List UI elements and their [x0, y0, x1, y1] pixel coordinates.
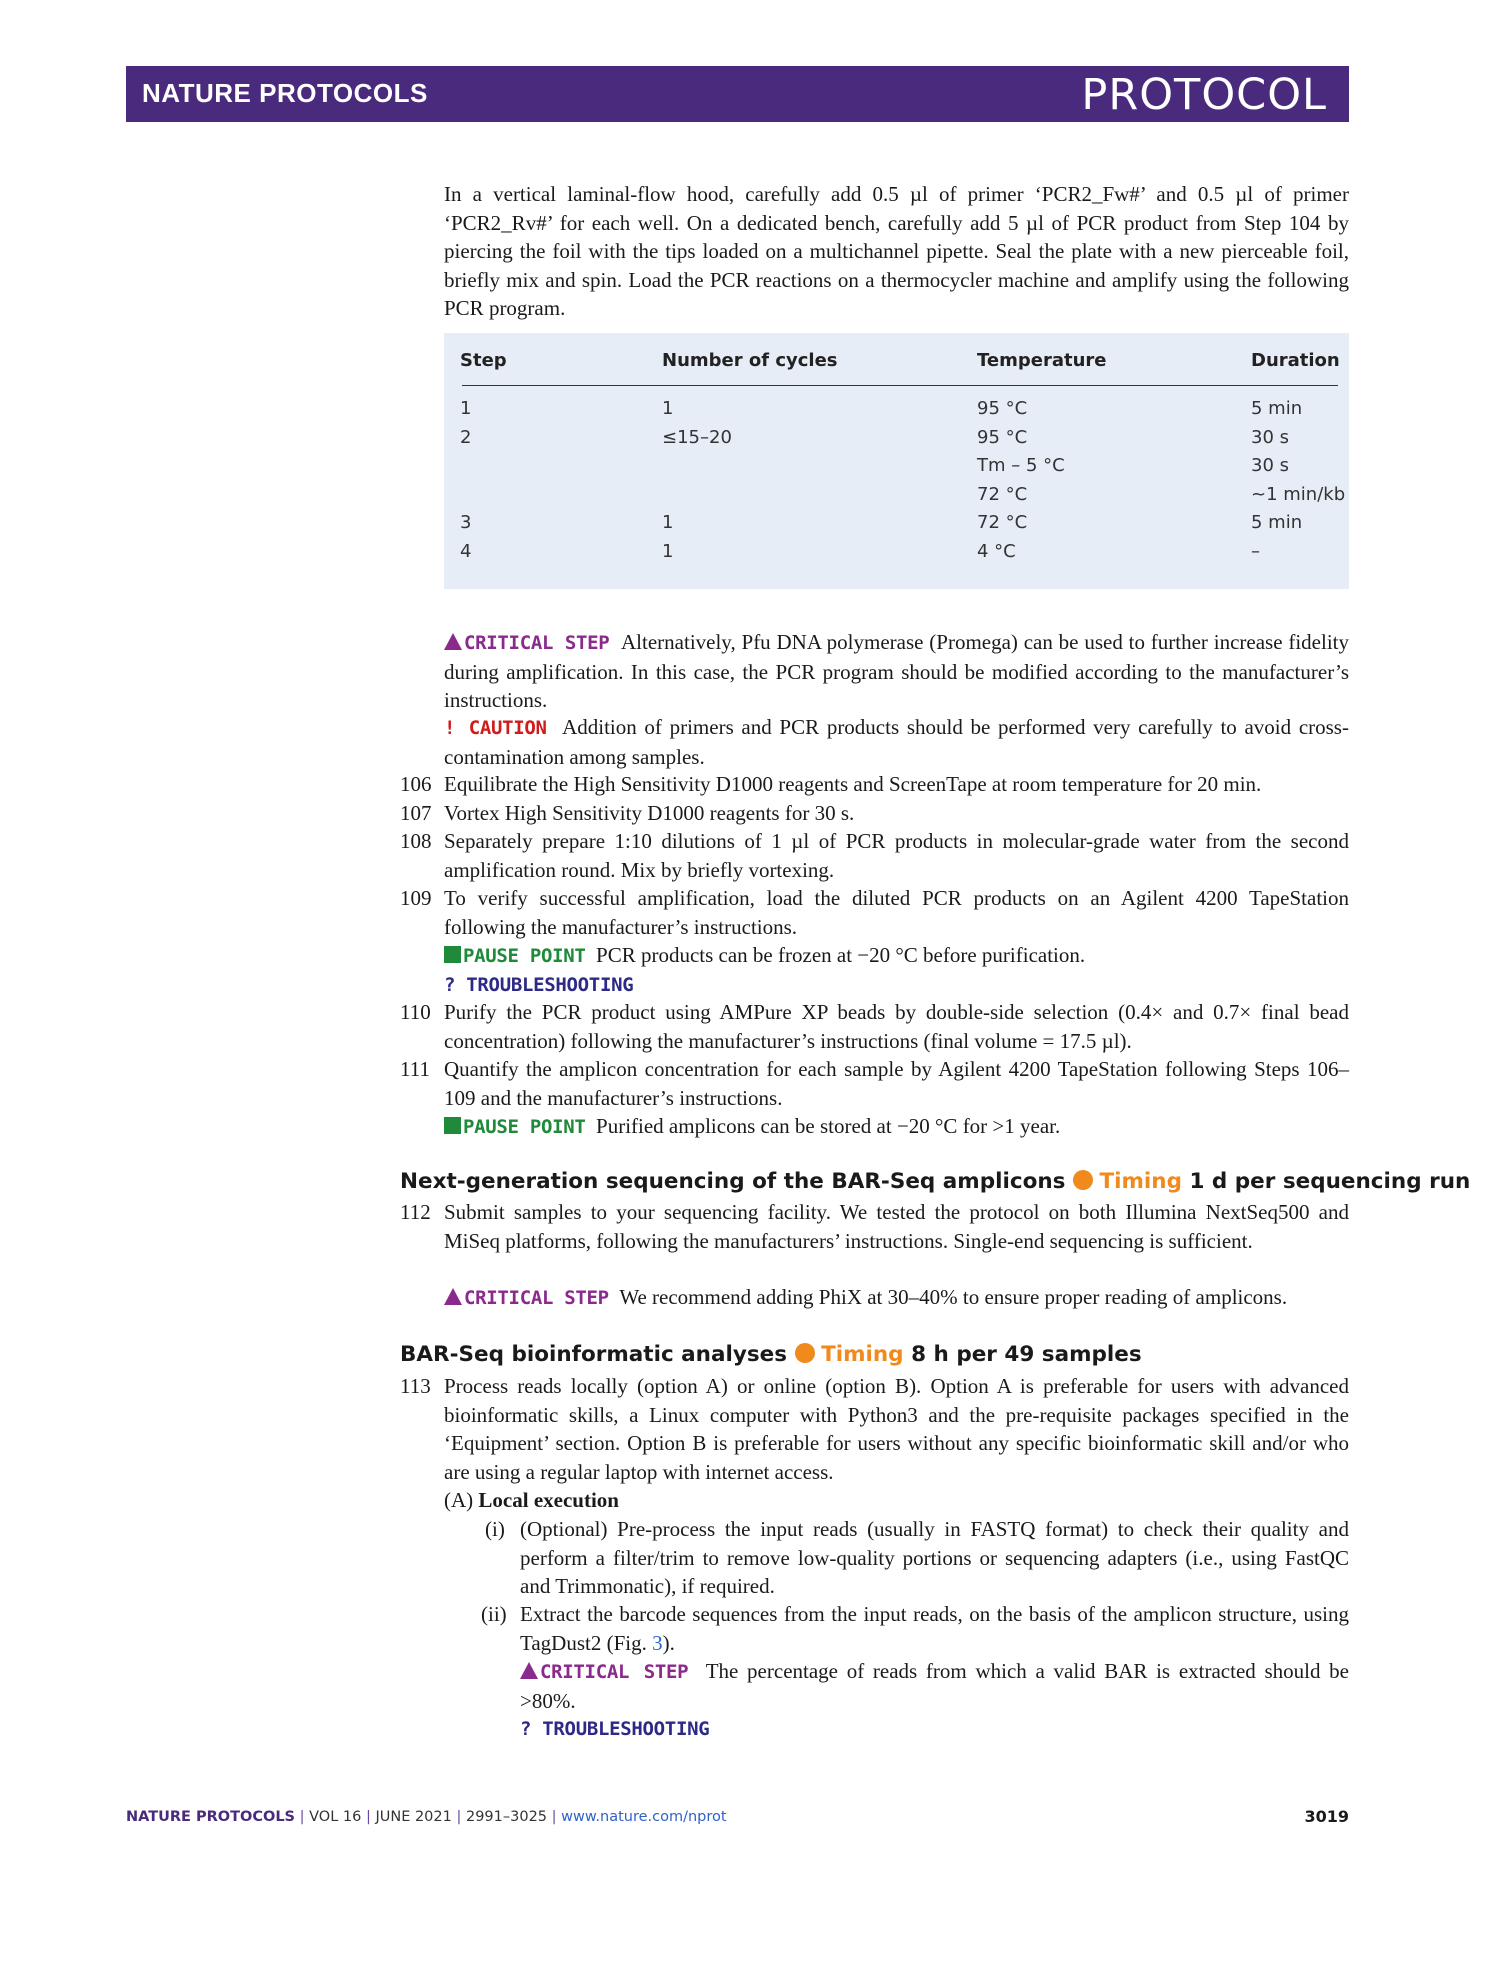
critical-step-note	[444, 1283, 1349, 1313]
table-header-temperature: Temperature	[977, 350, 1107, 371]
triangle-icon	[444, 633, 462, 650]
table-cell: 95 °C	[977, 398, 1028, 419]
step-number: 113	[400, 1374, 431, 1398]
square-icon	[444, 946, 461, 963]
section-heading	[400, 1342, 1142, 1367]
timing-clock-icon	[1073, 1170, 1093, 1190]
troubleshooting-label[interactable]: ? TROUBLESHOOTING	[520, 1718, 710, 1740]
critical-step-text: The percentage of reads from which a valid BAR is extracted should be >80%.	[520, 1659, 1350, 1713]
pause-point-label: PAUSE POINT	[463, 945, 586, 967]
step-108: Separately prepare 1:10 dilutions of 1 µl of PCR products in molecular-grade water from the second amplification round. Mix by briefly vortexing.	[444, 829, 1349, 882]
square-icon	[444, 1117, 461, 1134]
figure-link[interactable]: 3	[652, 1630, 663, 1655]
footer-pages: 2991–3025	[465, 1809, 548, 1825]
pcr-table	[444, 333, 1349, 589]
timing-value: 1 d per sequencing run	[1189, 1169, 1471, 1194]
table-cell: –	[1251, 541, 1260, 562]
option-title: Local execution	[478, 1488, 619, 1512]
step-number: 109	[400, 886, 432, 910]
table-header-cycles: Number of cycles	[662, 350, 838, 371]
triangle-icon	[444, 1288, 462, 1305]
table-rule	[462, 385, 1338, 386]
table-cell: ≤15–20	[662, 427, 732, 448]
table-cell: 1	[662, 512, 674, 533]
substep-marker: (i)	[485, 1517, 505, 1541]
section-heading	[400, 1169, 1470, 1194]
table-header-duration: Duration	[1251, 350, 1340, 371]
table-cell: 1	[662, 541, 674, 562]
step-number: 107	[400, 801, 432, 825]
pause-point-text: PCR products can be frozen at −20 °C before purification.	[596, 943, 1086, 967]
section-title: BAR-Seq bioinformatic analyses	[400, 1342, 788, 1367]
pause-point-label: PAUSE POINT	[463, 1116, 586, 1138]
table-cell: 1	[460, 398, 472, 419]
critical-step-text: We recommend adding PhiX at 30–40% to ensure proper reading of amplicons.	[619, 1285, 1288, 1309]
table-cell: 3	[460, 512, 472, 533]
step-number: 108	[400, 829, 432, 853]
step-113: Process reads locally (option A) or online (option B). Option A is preferable for users with advanced bioinformatic skills, a Linux computer with Python3 and the pre-requisite packages specified in the ‘Equipment’ section. Option B is preferable for users without any specific bioinformatic skill and/or who are using a regular laptop with internet access.	[444, 1374, 1349, 1484]
table-cell: 30 s	[1251, 455, 1290, 476]
option-a-heading	[444, 1486, 619, 1515]
footer-url[interactable]: www.nature.com/nprot	[561, 1809, 727, 1825]
journal-banner	[126, 66, 1349, 122]
substep-marker: (ii)	[481, 1602, 507, 1626]
critical-step-label: CRITICAL STEP	[540, 1661, 689, 1683]
intro-paragraph: In a vertical laminal-flow hood, carefully add 0.5 µl of primer ‘PCR2_Fw#’ and 0.5 µl of primer ‘PCR2_Rv#’ for each well. On a dedicated bench, carefully add 5 µl of PCR product from Step 104 by piercing the foil with the tips loaded on a multichannel pipette. Seal the plate with a new pierceable foil, briefly mix and spin. Load the PCR reactions on a thermocycler machine and amplify using the following PCR program.	[444, 182, 1349, 320]
footer-journal: NATURE PROTOCOLS	[126, 1809, 296, 1825]
table-cell: 72 °C	[977, 484, 1028, 505]
table-cell: 4	[460, 541, 472, 562]
critical-step-note	[520, 1657, 1349, 1715]
step-112: Submit samples to your sequencing facility. We tested the protocol on both Illumina NextSeq500 and MiSeq platforms, following the manufacturers’ instructions. Single-end sequencing is sufficient.	[444, 1200, 1349, 1253]
journal-name: NATURE PROTOCOLS	[142, 78, 428, 108]
substep-i: (Optional) Pre-process the input reads (usually in FASTQ format) to check their quality and perform a filter/trim to remove low-quality portions or sequencing adapters (i.e., using FastQC and Trimmonatic), if required.	[520, 1517, 1349, 1598]
critical-step-label: CRITICAL STEP	[464, 1287, 609, 1309]
step-111: Quantify the amplicon concentration for each sample by Agilent 4200 TapeStation following Steps 106–109 and the manufacturer’s instructions.	[444, 1057, 1349, 1110]
table-cell: 72 °C	[977, 512, 1028, 533]
critical-step-label: CRITICAL STEP	[464, 632, 610, 654]
step-number: 106	[400, 772, 432, 796]
step-number: 110	[400, 1000, 431, 1024]
section-title: Next-generation sequencing of the BAR-Seq amplicons	[400, 1169, 1066, 1194]
table-cell: 2	[460, 427, 472, 448]
timing-value: 8 h per 49 samples	[911, 1342, 1142, 1367]
caution-note	[444, 713, 1349, 771]
timing-label: Timing	[821, 1342, 904, 1367]
pause-point-note	[444, 1112, 1349, 1142]
table-cell: 5 min	[1251, 512, 1303, 533]
troubleshooting-link[interactable]	[444, 970, 1349, 1000]
table-cell: 5 min	[1251, 398, 1303, 419]
step-107: Vortex High Sensitivity D1000 reagents for 30 s.	[444, 801, 855, 825]
article-type: PROTOCOL	[1081, 70, 1327, 120]
table-cell: 30 s	[1251, 427, 1290, 448]
table-cell: 1	[662, 398, 674, 419]
timing-label: Timing	[1099, 1169, 1182, 1194]
table-cell: 4 °C	[977, 541, 1016, 562]
table-cell: 95 °C	[977, 427, 1028, 448]
step-106: Equilibrate the High Sensitivity D1000 reagents and ScreenTape at room temperature for 20 min.	[444, 772, 1262, 796]
triangle-icon	[520, 1662, 538, 1679]
footer-volume: VOL 16	[309, 1809, 362, 1825]
critical-step-note	[444, 628, 1349, 715]
table-cell: Tm – 5 °C	[977, 455, 1065, 476]
table-header-step: Step	[460, 350, 507, 371]
pause-point-note	[444, 941, 1349, 971]
step-number: 111	[400, 1057, 430, 1081]
page-footer: NATURE PROTOCOLS | VOL 16 | JUNE 2021 | 2991–3025 | www.nature.com/nprot	[126, 1809, 727, 1825]
table-cell: ~1 min/kb	[1251, 484, 1346, 505]
option-marker: (A)	[444, 1488, 474, 1512]
substep-ii	[520, 1600, 1349, 1657]
caution-label: ! CAUTION	[444, 717, 547, 739]
step-110: Purify the PCR product using AMPure XP beads by double-side selection (0.4× and 0.7× final bead concentration) following the manufacturer’s instructions (final volume = 17.5 µl).	[444, 1000, 1349, 1053]
step-number: 112	[400, 1200, 431, 1224]
substep-ii-text-end: ).	[662, 1630, 675, 1655]
footer-date: JUNE 2021	[375, 1809, 452, 1825]
step-109: To verify successful amplification, load the diluted PCR products on an Agilent 4200 TapeStation following the manufacturer’s instructions.	[444, 886, 1349, 939]
critical-step-text: Alternatively, Pfu DNA polymerase (Promega) can be used to further increase fidelity during amplification. In this case, the PCR program should be modified according to the manufacturer’s instructions.	[444, 630, 1349, 712]
troubleshooting-link[interactable]	[520, 1714, 1349, 1744]
caution-text: Addition of primers and PCR products should be performed very carefully to avoid cross-contamination among samples.	[444, 715, 1349, 769]
timing-clock-icon	[795, 1343, 815, 1363]
troubleshooting-label[interactable]: ? TROUBLESHOOTING	[444, 974, 634, 996]
pause-point-text: Purified amplicons can be stored at −20 °C for >1 year.	[596, 1114, 1061, 1138]
substep-ii-text: Extract the barcode sequences from the input reads, on the basis of the amplicon structure, using TagDust2 (Fig.	[520, 1602, 1349, 1655]
page-number: 3019	[1304, 1807, 1349, 1826]
